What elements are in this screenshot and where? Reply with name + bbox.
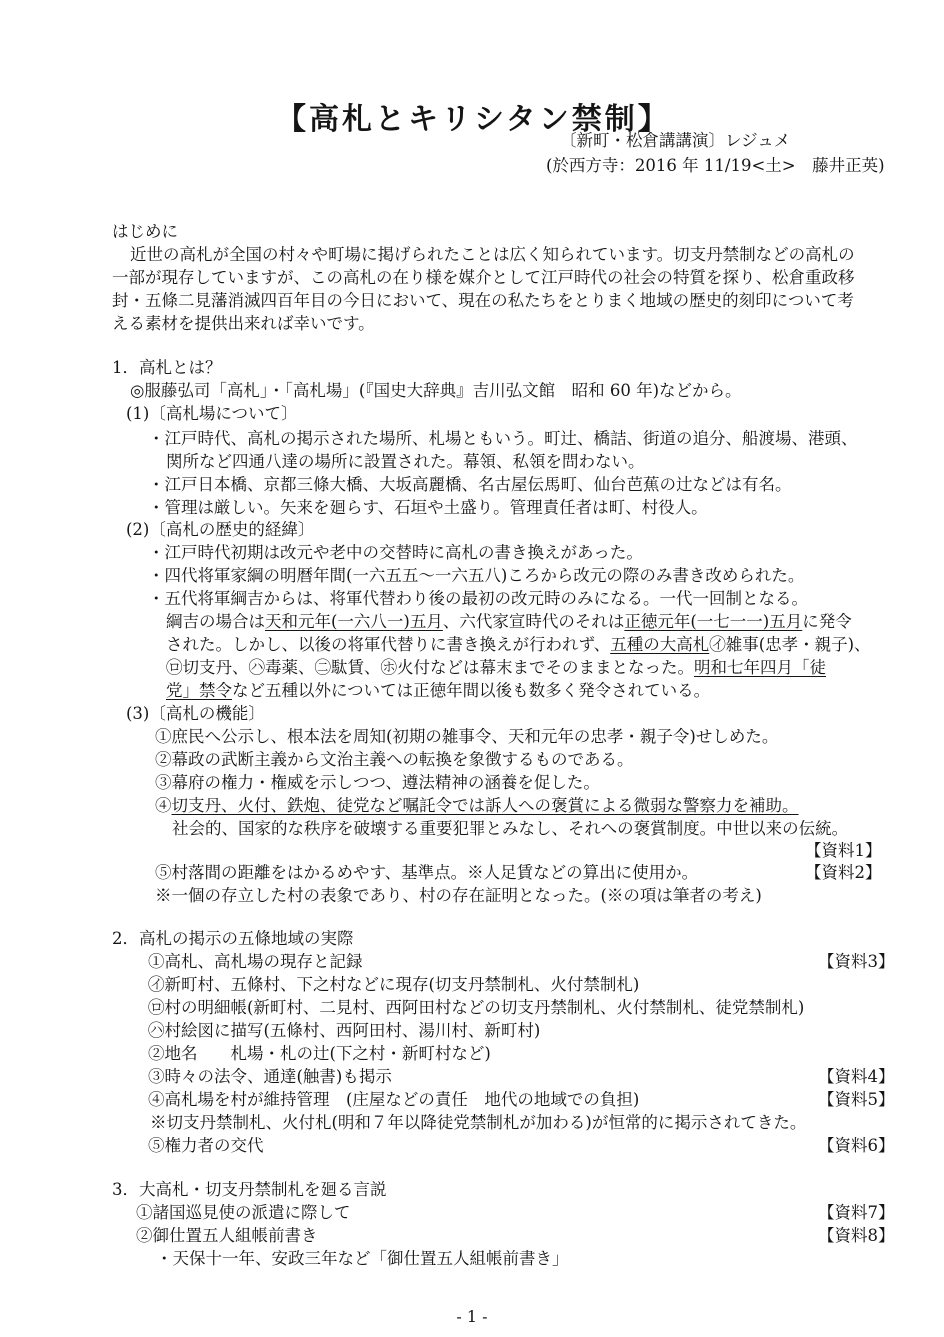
intro-line: 封・五條二見藩消滅四百年目の今日において、現在の私たちをとりまく地域の歴史的刻印について考: [112, 291, 854, 310]
reference-label: 【資料6】: [818, 1136, 895, 1155]
underlined-term: 明和七年四月「徒: [694, 658, 826, 677]
function-item: [155, 795, 799, 817]
section-2-heading: 2．高札の掲示の五條地域の実際: [112, 929, 354, 948]
page-number: - 1 -: [456, 1307, 488, 1326]
bullet-line: ・管理は厳しい。矢来を廻らす、石垣や土盛り。管理責任者は町、村役人。: [148, 498, 708, 517]
text-run: に発令: [802, 612, 852, 631]
document-title: 【高札とキリシタン禁制】: [276, 102, 671, 137]
list-item: ②御仕置五人組帳前書き: [136, 1226, 318, 1245]
intro-line: 近世の高札が全国の村々や町場に掲げられたことは広く知られています。切支丹禁制などの高札の: [130, 245, 855, 264]
text-run: ㋑雑事(忠孝・親子)、: [709, 635, 871, 654]
reference-label: 【資料3】: [818, 952, 895, 971]
subsection-heading: (3)〔高札の機能〕: [126, 704, 265, 723]
intro-line: える素材を提供出来れば幸いです。: [112, 314, 375, 333]
bullet-line: ・五代将軍綱吉からは、将軍代替わり後の最初の改元時のみになる。一代一回制となる。: [148, 589, 808, 608]
function-item: ③幕府の権力・権威を示しつつ、遵法精神の涵養を促した。: [155, 773, 600, 792]
list-item: ①高札、高札場の現存と記録: [148, 952, 363, 971]
text-run: など五種以外については正徳年間以後も数多く発令されている。: [232, 681, 711, 700]
list-note: ※切支丹禁制札、火付札(明和７年以降徒党禁制札が加わる)が恒常的に掲示されてきた。: [150, 1113, 807, 1132]
reference-label: 【資料5】: [818, 1090, 895, 1109]
history-line: [166, 657, 826, 679]
intro-line: 一部が現存していますが、この高札の在り様を媒介として江戸時代の社会の特質を探り、松倉重政移: [112, 268, 855, 287]
history-line: [166, 611, 852, 633]
function-item: ⑤村落間の距離をはかるめやす、基準点。※人足賃などの算出に使用か。: [155, 863, 699, 882]
reference-label: 【資料1】: [805, 841, 882, 860]
bullet-line: ・江戸時代、高札の掲示された場所、札場ともいう。町辻、橋詰、街道の追分、船渡場、港頭、: [148, 429, 858, 448]
list-item: ㋺村の明細帳(新町村、二見村、西阿田村などの切支丹禁制札、火付禁制札、徒党禁制札): [148, 998, 805, 1017]
reference-label: 【資料8】: [818, 1226, 895, 1245]
history-line: [166, 680, 710, 702]
section-1-source: ◎服藤弘司「高札」・「高札場」(『国史大辞典』吉川弘文館 昭和 60 年)などから。: [130, 381, 742, 400]
list-item: ①諸国巡見使の派遣に際して: [136, 1203, 351, 1222]
intro-heading: はじめに: [112, 222, 178, 241]
reference-label: 【資料4】: [818, 1067, 895, 1086]
list-item: ㋩村絵図に描写(五條村、西阿田村、湯川村、新町村): [148, 1021, 541, 1040]
list-item: ⑤権力者の交代: [148, 1136, 264, 1155]
underlined-text: 切支丹、火付、鉄炮、徒党など嘱託令では訴人への褒賞による微弱な警察力を補助。: [171, 796, 799, 815]
text-run: ㋺切支丹、㋩毒薬、㊁駄賃、㋭火付などは幕末までそのままとなった。: [166, 658, 694, 677]
function-item: 社会的、国家的な秩序を破壊する重要犯罪とみなし、それへの褒賞制度。中世以来の伝統。: [172, 819, 849, 838]
reference-label: 【資料2】: [805, 863, 882, 882]
item-number: ④: [155, 796, 172, 815]
function-note: ※一個の存立した村の表象であり、村の存在証明となった。(※の項は筆者の考え): [155, 886, 762, 905]
bullet-line: 関所など四通八達の場所に設置された。幕領、私領を問わない。: [166, 452, 645, 471]
list-item: ③時々の法令、通達(触書)も掲示: [148, 1067, 392, 1086]
section-1-heading: 1．高札とは？: [112, 358, 222, 377]
document-venue-date-author: (於西方寺：2016 年 11/19<土> 藤井正英): [546, 156, 885, 175]
list-item: ②地名 札場・札の辻(下之村・新町村など): [148, 1044, 491, 1063]
list-item: ④高札場を村が維持管理 (庄屋などの責任 地代の地域での負担): [148, 1090, 640, 1109]
function-item: ①庶民へ公示し、根本法を周知(初期の雑事令、天和元年の忠孝・親子令)せしめた。: [155, 727, 779, 746]
bullet-line: ・天保十一年、安政三年など「御仕置五人組帳前書き」: [156, 1249, 569, 1268]
subsection-heading: (1)〔高札場について〕: [126, 404, 298, 423]
text-run: された。しかし、以後の将軍代替りに書き換えが行われず、: [166, 635, 611, 654]
underlined-date: 天和元年(一六八一)五月: [265, 612, 443, 631]
section-3-heading: 3．大高札・切支丹禁制札を廻る言説: [112, 1180, 387, 1199]
history-line: [166, 634, 871, 656]
bullet-line: ・江戸時代初期は改元や老中の交替時に高札の書き換えがあった。: [148, 543, 643, 562]
subsection-heading: (2)〔高札の歴史的経緯〕: [126, 520, 315, 539]
document-subtitle: 〔新町・松倉講講演〕レジュメ: [560, 131, 791, 150]
text-run: 、六代家宣時代のそれは: [442, 612, 625, 631]
bullet-line: ・江戸日本橋、京都三條大橋、大坂高麗橋、名古屋伝馬町、仙台芭蕉の辻などは有名。: [148, 475, 792, 494]
bullet-line: ・四代将軍家綱の明暦年間(一六五五〜一六五八)ころから改元の際のみ書き改められた。: [148, 566, 805, 585]
text-run: 綱吉の場合は: [166, 612, 265, 631]
list-item: ㋑新町村、五條村、下之村などに現存(切支丹禁制札、火付禁制札): [148, 975, 640, 994]
underlined-date: 正徳元年(一七一一)五月: [624, 612, 803, 631]
function-item: ②幕政の武断主義から文治主義への転換を象徴するものである。: [155, 750, 634, 769]
underlined-term: 党」禁令: [166, 681, 232, 700]
reference-label: 【資料7】: [818, 1203, 895, 1222]
underlined-term: 五種の大高札: [610, 635, 710, 654]
